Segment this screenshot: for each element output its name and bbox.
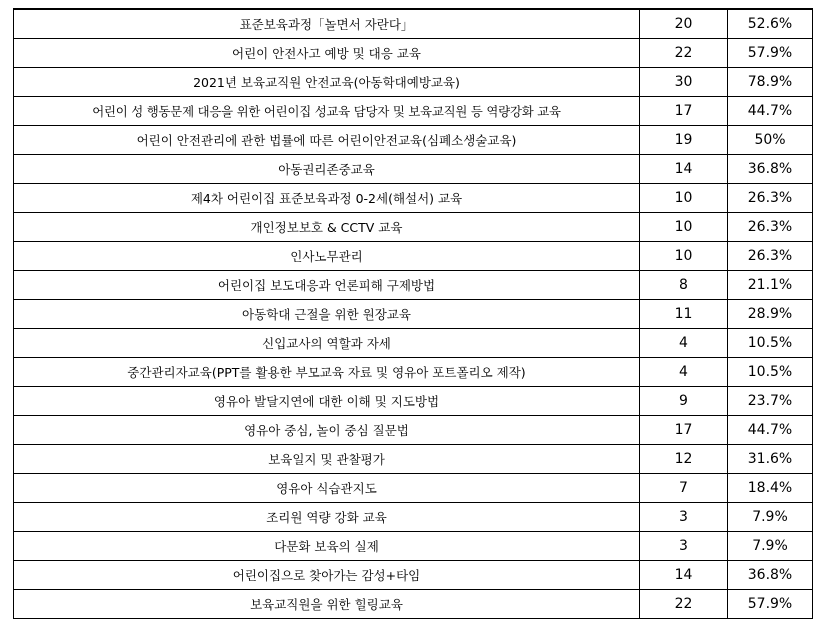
percent-cell: 44.7%	[728, 416, 813, 445]
program-name-cell: 신입교사의 역할과 자세	[14, 329, 640, 358]
program-name-cell: 어린이집 보도대응과 언론피해 구제방법	[14, 271, 640, 300]
count-cell: 22	[640, 590, 728, 619]
count-cell: 3	[640, 532, 728, 561]
table-row	[14, 532, 813, 561]
count-cell: 30	[640, 68, 728, 97]
count-cell: 4	[640, 329, 728, 358]
count-cell: 19	[640, 126, 728, 155]
percent-cell: 18.4%	[728, 474, 813, 503]
percent-cell: 26.3%	[728, 213, 813, 242]
percent-cell: 21.1%	[728, 271, 813, 300]
percent-cell: 7.9%	[728, 503, 813, 532]
program-name-cell: 영유아 식습관지도	[14, 474, 640, 503]
count-cell: 14	[640, 561, 728, 590]
percent-cell: 52.6%	[728, 9, 813, 39]
program-name-cell: 제4차 어린이집 표준보육과정 0-2세(해설서) 교육	[14, 184, 640, 213]
program-name-cell: 아동학대 근절을 위한 원장교육	[14, 300, 640, 329]
count-cell: 17	[640, 97, 728, 126]
percent-cell: 28.9%	[728, 300, 813, 329]
table-row	[14, 503, 813, 532]
table-row	[14, 9, 813, 39]
count-cell: 3	[640, 503, 728, 532]
percent-cell: 7.9%	[728, 532, 813, 561]
program-name-cell: 다문화 보육의 실제	[14, 532, 640, 561]
count-cell: 7	[640, 474, 728, 503]
program-name-cell: 아동권리존중교육	[14, 155, 640, 184]
program-name-cell: 보육교직원을 위한 힐링교육	[14, 590, 640, 619]
count-cell: 10	[640, 184, 728, 213]
percent-cell: 23.7%	[728, 387, 813, 416]
table-row	[14, 358, 813, 387]
program-name-cell: 영유아 발달지연에 대한 이해 및 지도방법	[14, 387, 640, 416]
table-row	[14, 474, 813, 503]
table-row	[14, 416, 813, 445]
program-name-cell: 영유아 중심, 놀이 중심 질문법	[14, 416, 640, 445]
training-table	[13, 8, 813, 619]
table-row	[14, 445, 813, 474]
program-name-cell: 조리원 역량 강화 교육	[14, 503, 640, 532]
program-name-cell: 표준보육과정「놀면서 자란다」	[14, 9, 640, 39]
program-name-cell: 어린이집으로 찾아가는 감성+타임	[14, 561, 640, 590]
count-cell: 8	[640, 271, 728, 300]
table-row	[14, 300, 813, 329]
table-row	[14, 184, 813, 213]
table-row	[14, 155, 813, 184]
percent-cell: 50%	[728, 126, 813, 155]
table-row	[14, 329, 813, 358]
percent-cell: 57.9%	[728, 590, 813, 619]
percent-cell: 26.3%	[728, 242, 813, 271]
percent-cell: 31.6%	[728, 445, 813, 474]
count-cell: 14	[640, 155, 728, 184]
program-name-cell: 중간관리자교육(PPT를 활용한 부모교육 자료 및 영유아 포트폴리오 제작)	[14, 358, 640, 387]
program-name-cell: 어린이 안전사고 예방 및 대응 교육	[14, 39, 640, 68]
count-cell: 12	[640, 445, 728, 474]
count-cell: 4	[640, 358, 728, 387]
program-name-cell: 어린이 성 행동문제 대응을 위한 어린이집 성교육 담당자 및 보육교직원 등 역량강화 교육	[14, 97, 640, 126]
program-name-cell: 어린이 안전관리에 관한 법률에 따른 어린이안전교육(심폐소생술교육)	[14, 126, 640, 155]
count-cell: 10	[640, 213, 728, 242]
count-cell: 9	[640, 387, 728, 416]
table-row	[14, 271, 813, 300]
percent-cell: 57.9%	[728, 39, 813, 68]
percent-cell: 10.5%	[728, 358, 813, 387]
program-name-cell: 보육일지 및 관찰평가	[14, 445, 640, 474]
table-row	[14, 97, 813, 126]
training-table-container	[13, 8, 813, 619]
percent-cell: 44.7%	[728, 97, 813, 126]
percent-cell: 10.5%	[728, 329, 813, 358]
table-row	[14, 387, 813, 416]
table-row	[14, 68, 813, 97]
count-cell: 20	[640, 9, 728, 39]
table-row	[14, 590, 813, 619]
percent-cell: 78.9%	[728, 68, 813, 97]
percent-cell: 36.8%	[728, 561, 813, 590]
program-name-cell: 개인정보보호 & CCTV 교육	[14, 213, 640, 242]
percent-cell: 36.8%	[728, 155, 813, 184]
table-row	[14, 561, 813, 590]
program-name-cell: 2021년 보육교직원 안전교육(아동학대예방교육)	[14, 68, 640, 97]
table-row	[14, 213, 813, 242]
table-row	[14, 242, 813, 271]
table-row	[14, 39, 813, 68]
count-cell: 10	[640, 242, 728, 271]
count-cell: 11	[640, 300, 728, 329]
count-cell: 17	[640, 416, 728, 445]
percent-cell: 26.3%	[728, 184, 813, 213]
count-cell: 22	[640, 39, 728, 68]
table-row	[14, 126, 813, 155]
program-name-cell: 인사노무관리	[14, 242, 640, 271]
